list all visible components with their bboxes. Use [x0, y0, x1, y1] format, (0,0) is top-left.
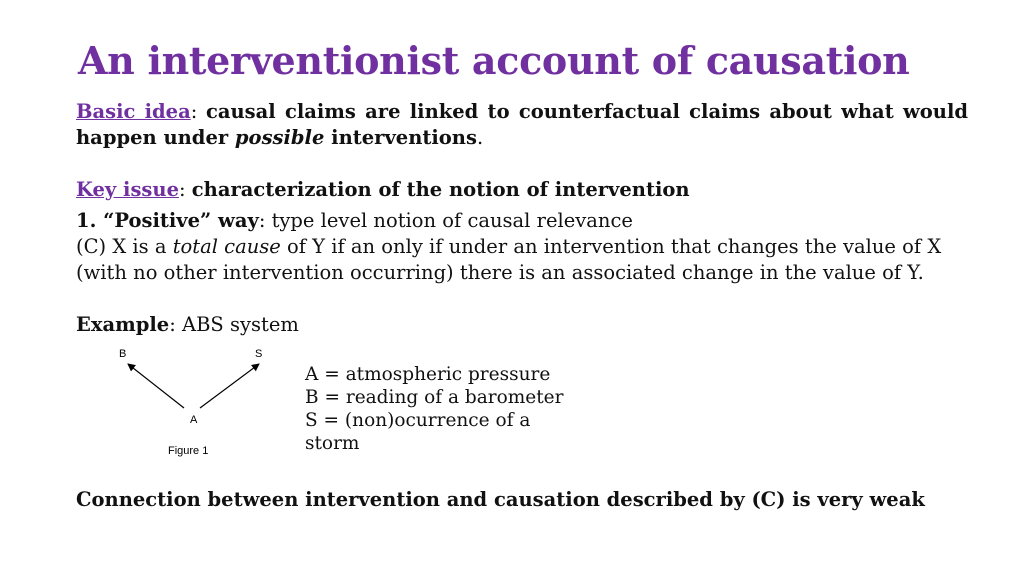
basic-idea-emphasis: possible	[234, 126, 325, 149]
basic-idea-text-2: interventions	[324, 126, 477, 149]
positive-way-heading-line	[76, 208, 968, 234]
basic-idea-text-1: causal claims are linked to counterfactual claims about what would happen under	[76, 100, 968, 149]
key-issue-text: characterization of the notion of intervention	[191, 178, 690, 201]
legend-line-a: A = atmospheric pressure	[305, 364, 551, 385]
key-issue-separator: :	[179, 178, 192, 201]
positive-way-heading-rest: : type level notion of causal relevance	[258, 209, 633, 232]
key-issue-link[interactable]: Key issue	[76, 178, 179, 201]
arrow-a-to-s	[200, 364, 259, 408]
figure-caption: Figure 1	[168, 445, 209, 457]
conclusion-statement: Connection between intervention and causation described by (C) is very weak	[76, 488, 925, 511]
total-cause-emphasis: total cause	[172, 235, 281, 258]
positive-way-paragraph	[76, 208, 968, 286]
key-issue-paragraph	[76, 177, 968, 203]
total-cause-rest: of Y if an only if under an intervention that changes the value of X (with no other intervention occurring) there is an associated change in the value of Y.	[76, 235, 942, 284]
total-cause-definition	[76, 234, 968, 286]
figure-legend	[305, 363, 565, 455]
basic-idea-link[interactable]: Basic idea	[76, 100, 191, 123]
basic-idea-period: .	[476, 126, 484, 149]
example-label: Example	[76, 313, 170, 336]
node-b-label: B	[119, 348, 127, 360]
basic-idea-paragraph	[76, 99, 968, 151]
positive-way-heading: 1. “Positive” way	[76, 209, 259, 232]
causal-diagram	[100, 342, 300, 472]
legend-line-b: B = reading of a barometer	[305, 387, 564, 408]
arrow-a-to-b	[128, 364, 184, 408]
legend-line-s: S = (non)ocurrence of a	[305, 410, 531, 431]
slide-title: An interventionist account of causation	[78, 38, 910, 83]
example-rest: : ABS system	[169, 313, 299, 336]
basic-idea-separator: :	[190, 100, 206, 123]
example-line	[76, 312, 968, 338]
total-cause-prefix: (C) X is a	[76, 235, 173, 258]
legend-line-s-cont: storm	[305, 433, 360, 454]
node-a-label: A	[190, 414, 198, 426]
node-s-label: S	[255, 348, 263, 360]
